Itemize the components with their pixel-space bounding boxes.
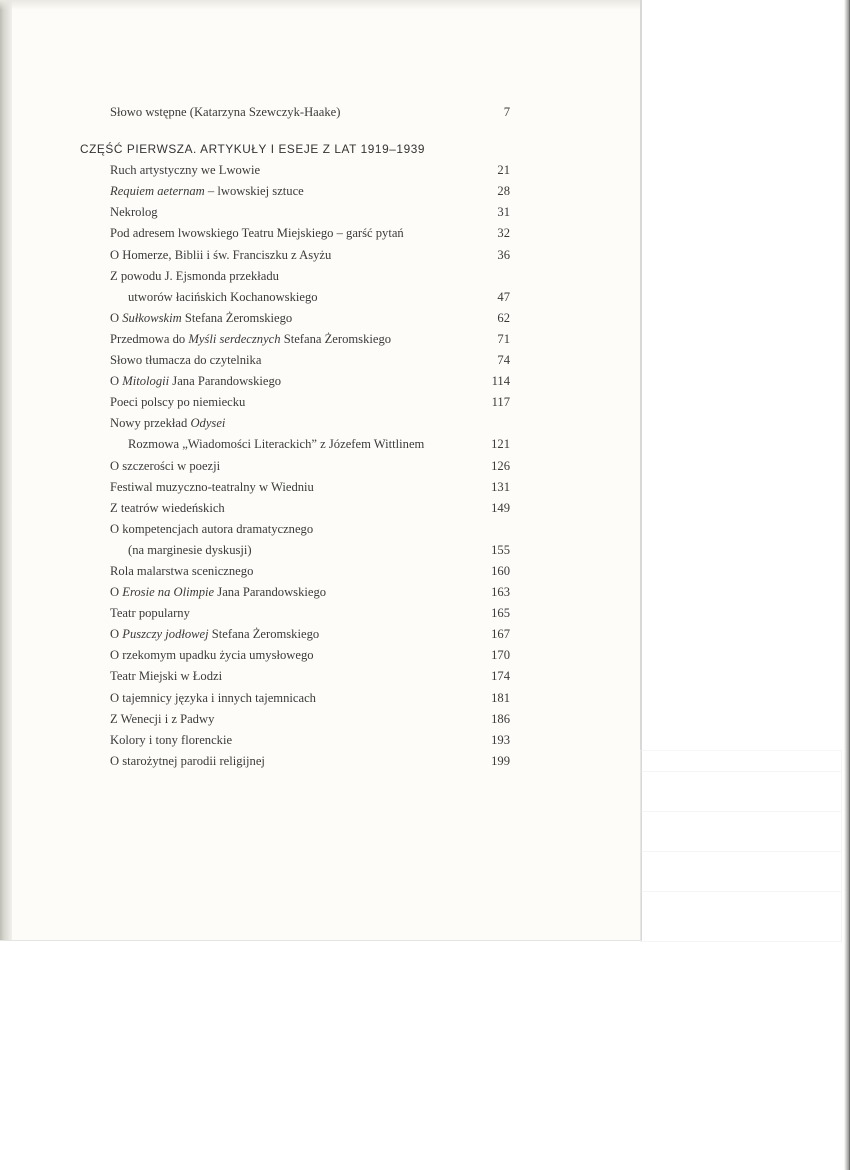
toc-entry-page: 181: [491, 690, 510, 705]
toc-entry-page: 170: [491, 648, 510, 663]
toc-entry-title: Kolory i tony florenckie: [110, 732, 233, 747]
toc-entry-title: Rola malarstwa scenicznego: [110, 563, 254, 578]
background-form-lines: [640, 750, 842, 942]
toc-entry: [80, 245, 510, 266]
toc-entry: [80, 540, 510, 561]
toc-entry-title: O Homerze, Biblii i św. Franciszku z Asyżu: [110, 247, 332, 262]
toc-entry: [80, 624, 510, 645]
toc-entry-page: 126: [491, 458, 510, 473]
toc-entry-title: Ruch artystyczny we Lwowie: [110, 163, 261, 178]
toc-entry: [80, 308, 510, 329]
toc-entry-title: O Erosie na Olimpie Jana Parandowskiego: [110, 585, 327, 600]
toc-entry-title: Z Wenecji i z Padwy: [110, 711, 215, 726]
toc-entry-title: O rzekomym upadku życia umysłowego: [110, 648, 314, 663]
toc-entry-title: O starożytnej parodii religijnej: [110, 753, 265, 768]
toc-entry-page: 167: [491, 627, 510, 642]
toc-intro-entry: [80, 102, 510, 123]
toc-entry-page: 32: [497, 226, 510, 241]
toc-entry-title: Requiem aeternam – lwowskiej sztuce: [110, 184, 304, 199]
toc-entry: [80, 477, 510, 498]
toc-entry-title: Teatr Miejski w Łodzi: [110, 669, 223, 684]
toc-entry-title: O szczerości w poezji: [110, 458, 221, 473]
toc-entry: [80, 603, 510, 624]
toc-entry-page: 131: [491, 479, 510, 494]
toc-entry-title: O Puszczy jodłowej Stefana Żeromskiego: [110, 627, 320, 642]
toc-entry: [80, 371, 510, 392]
toc-entry-page: 174: [491, 669, 510, 684]
toc-entry-page: 47: [497, 289, 510, 304]
toc-entry-title: utworów łacińskich Kochanowskiego: [128, 289, 318, 304]
toc-entry-page: 28: [497, 184, 510, 199]
toc-entry-title: Festiwal muzyczno-teatralny w Wiedniu: [110, 479, 314, 494]
toc-entry-page: 21: [497, 163, 510, 178]
toc-entry: [80, 434, 510, 455]
toc-entries-list: [80, 160, 510, 772]
toc-entry: [80, 730, 510, 751]
toc-entry-title: Pod adresem lwowskiego Teatru Miejskiego – garść pytań: [110, 226, 404, 241]
spine-shadow: [0, 0, 12, 940]
toc-entry-title: Nekrolog: [110, 205, 158, 220]
toc-entry-title: O Sułkowskim Stefana Żeromskiego: [110, 310, 293, 325]
toc-entry-title: O kompetencjach autora dramatycznego: [110, 521, 314, 536]
toc-entry-title: Słowo tłumacza do czytelnika: [110, 353, 262, 368]
toc-entry-page: 155: [491, 542, 510, 557]
toc-entry: [80, 519, 510, 540]
toc-entry-page: 74: [497, 353, 510, 368]
toc-entry: [80, 645, 510, 666]
form-line: [641, 891, 841, 892]
toc-entry-title: O tajemnicy języka i innych tajemnicach: [110, 690, 316, 705]
toc-entry: [80, 202, 510, 223]
toc-entry: [80, 329, 510, 350]
toc-entry-title: Przedmowa do Myśli serdecznych Stefana Żeromskiego: [110, 331, 392, 346]
table-of-contents: [80, 102, 510, 772]
toc-entry-title: Słowo wstępne (Katarzyna Szewczyk-Haake): [110, 105, 341, 119]
toc-entry-title: Teatr popularny: [110, 606, 190, 621]
toc-entry-page: 117: [491, 395, 510, 410]
form-line: [641, 771, 841, 772]
toc-entry-title: (na marginesie dyskusji): [128, 542, 252, 557]
toc-entry-title: Z teatrów wiedeńskich: [110, 500, 225, 515]
top-shadow: [0, 0, 640, 10]
toc-entry-page: 163: [491, 585, 510, 600]
toc-entry-title: Poeci polscy po niemiecku: [110, 395, 246, 410]
toc-entry: [80, 709, 510, 730]
form-line: [641, 811, 841, 812]
toc-entry-page: 149: [491, 500, 510, 515]
toc-entry-page: 31: [497, 205, 510, 220]
toc-entry: [80, 561, 510, 582]
toc-entry-title: Z powodu J. Ejsmonda przekładu: [110, 268, 279, 283]
toc-entry-page: 62: [497, 310, 510, 325]
section-heading: CZĘŚĆ PIERWSZA. ARTYKUŁY I ESEJE Z LAT 1919–1939: [80, 142, 426, 157]
toc-entry: [80, 287, 510, 308]
toc-entry: [80, 751, 510, 772]
toc-entry: [80, 223, 510, 244]
toc-entry-page: 186: [491, 711, 510, 726]
toc-entry-page: 160: [491, 563, 510, 578]
toc-entry-page: 193: [491, 732, 510, 747]
toc-entry: [80, 498, 510, 519]
toc-entry-page: 199: [491, 753, 510, 768]
toc-entry-page: 114: [491, 374, 510, 389]
scanner-edge: [844, 0, 850, 1170]
toc-entry: [80, 666, 510, 687]
toc-entry: [80, 582, 510, 603]
toc-entry: [80, 688, 510, 709]
toc-entry: [80, 350, 510, 371]
toc-entry-page: 36: [497, 247, 510, 262]
toc-entry: [80, 392, 510, 413]
form-line: [641, 851, 841, 852]
toc-entry-page: 165: [491, 606, 510, 621]
toc-entry-page: 7: [503, 105, 510, 119]
toc-entry: [80, 160, 510, 181]
toc-entry-title: Nowy przekład Odysei: [110, 416, 226, 431]
toc-entry-page: 71: [497, 331, 510, 346]
toc-entry: [80, 181, 510, 202]
toc-entry-title: O Mitologii Jana Parandowskiego: [110, 374, 282, 389]
toc-entry: [80, 456, 510, 477]
toc-entry-title: Rozmowa „Wiadomości Literackich” z Józefem Wittlinem: [128, 437, 425, 452]
toc-entry-page: 121: [491, 437, 510, 452]
toc-entry: [80, 413, 510, 434]
toc-entry: [80, 266, 510, 287]
